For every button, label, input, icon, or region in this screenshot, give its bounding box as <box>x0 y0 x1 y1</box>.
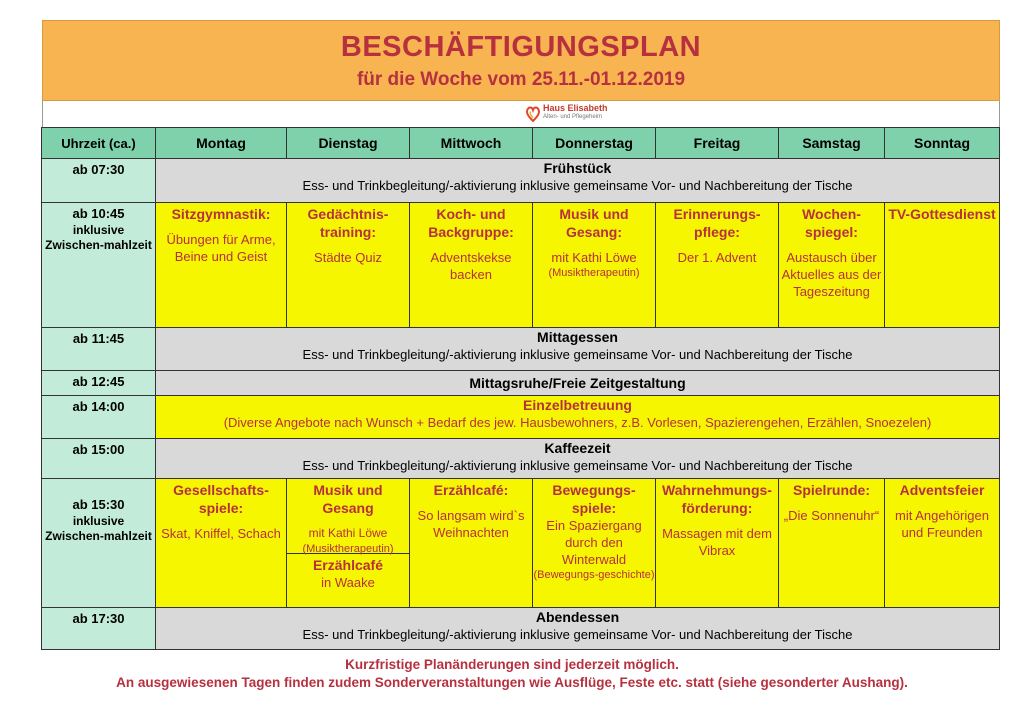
einzelbetreuung-desc: (Diverse Angebote nach Wunsch + Bedarf des jew. Hausbewohners, z.B. Vorlesen, Spazierengehen, Erzählen, Snoezelen) <box>223 415 932 430</box>
activity-cell: Erinnerungs-pflege: Der 1. Advent <box>656 203 779 328</box>
meal-cell-kaffeezeit <box>156 439 1000 479</box>
row-nachmittag-aktivitaeten <box>42 479 1000 608</box>
einzelbetreuung-title: Einzelbetreuung <box>523 397 632 413</box>
row-einzelbetreuung <box>42 396 1000 439</box>
logo-bar <box>42 101 1000 127</box>
footer-line-1: Kurzfristige Planänderungen sind jederzeit möglich. <box>345 657 679 672</box>
day-header-sonntag: Sonntag <box>885 128 1000 159</box>
plan-header <box>42 20 1000 101</box>
activity-cell: Bewegungs-spiele: Ein Spaziergang durch den Winterwald (Bewegungs-geschichte) <box>533 479 656 608</box>
row-abendessen <box>42 608 1000 650</box>
day-header-freitag: Freitag <box>656 128 779 159</box>
meal-desc: Ess- und Trinkbegleitung/-aktivierung inklusive gemeinsame Vor- und Nachbereitung der Tische <box>302 178 853 193</box>
logo-subtitle: Alten- und Pflegeheim <box>543 114 603 120</box>
page-title: BESCHÄFTIGUNGSPLAN <box>340 31 702 63</box>
row-fruehstueck <box>42 159 1000 203</box>
activity-cell: Wochen-spiegel: Austausch über Aktuelles aus der Tageszeitung <box>779 203 885 328</box>
time-cell: ab 17:30 <box>42 608 156 650</box>
day-header-dienstag: Dienstag <box>287 128 410 159</box>
time-cell: ab 10:45 inklusive Zwischen-mahlzeit <box>42 203 156 328</box>
meal-title: Kaffeezeit <box>544 440 611 456</box>
activity-cell: Musik und Gesang: mit Kathi Löwe (Musiktherapeutin) <box>533 203 656 328</box>
meal-cell-mittagessen <box>156 328 1000 371</box>
time-cell: ab 15:30 inklusive Zwischen-mahlzeit <box>42 479 156 608</box>
activity-cell: Erzählcafé: So langsam wird`s Weihnachten <box>410 479 533 608</box>
meal-desc: Ess- und Trinkbegleitung/-aktivierung inklusive gemeinsame Vor- und Nachbereitung der Tische <box>302 627 853 642</box>
activity-cell: Gesellschafts-spiele: Skat, Kniffel, Schach <box>156 479 287 608</box>
row-mittagsruhe <box>42 371 1000 396</box>
heart-logo-icon <box>526 104 540 122</box>
meal-cell-abendessen <box>156 608 1000 650</box>
day-header-donnerstag: Donnerstag <box>533 128 656 159</box>
meal-title: Frühstück <box>543 160 612 176</box>
time-cell: ab 11:45 <box>42 328 156 371</box>
einzelbetreuung-cell <box>156 396 1000 439</box>
time-column-header: Uhrzeit (ca.) <box>42 128 156 159</box>
row-kaffeezeit <box>42 439 1000 479</box>
meal-desc: Ess- und Trinkbegleitung/-aktivierung inklusive gemeinsame Vor- und Nachbereitung der Tische <box>302 347 853 362</box>
meal-title: Mittagsruhe/Freie Zeitgestaltung <box>469 375 686 391</box>
footer-line-2: An ausgewiesenen Tagen finden zudem Sonderveranstaltungen wie Ausflüge, Feste etc. statt (siehe gesonderter Aushang). <box>116 675 908 690</box>
day-header-mittwoch: Mittwoch <box>410 128 533 159</box>
header-row <box>42 128 1000 159</box>
schedule-table <box>41 127 1000 650</box>
activity-cell: Spielrunde: „Die Sonnenuhr“ <box>779 479 885 608</box>
footer-notes <box>0 656 1024 692</box>
meal-cell-fruehstueck <box>156 159 1000 203</box>
meal-title: Abendessen <box>535 609 620 625</box>
activity-cell-split: Musik und Gesang mit Kathi Löwe (Musiktherapeutin) Erzählcafé in Waake <box>287 479 410 608</box>
logo-name: Haus Elisabeth <box>543 103 608 113</box>
time-cell: ab 14:00 <box>42 396 156 439</box>
time-cell: ab 07:30 <box>42 159 156 203</box>
day-header-samstag: Samstag <box>779 128 885 159</box>
activity-cell: Koch- und Backgruppe: Adventskekse backen <box>410 203 533 328</box>
activity-cell: TV-Gottesdienst <box>885 203 1000 328</box>
meal-cell-mittagsruhe <box>156 371 1000 396</box>
row-vormittag-aktivitaeten <box>42 203 1000 328</box>
activity-cell: Sitzgymnastik: Übungen für Arme, Beine und Geist <box>156 203 287 328</box>
activity-cell: Gedächtnis-training: Städte Quiz <box>287 203 410 328</box>
day-header-montag: Montag <box>156 128 287 159</box>
meal-title: Mittagessen <box>537 329 618 345</box>
row-mittagessen <box>42 328 1000 371</box>
time-cell: ab 15:00 <box>42 439 156 479</box>
time-cell: ab 12:45 <box>42 371 156 396</box>
meal-desc: Ess- und Trinkbegleitung/-aktivierung inklusive gemeinsame Vor- und Nachbereitung der Tische <box>302 458 853 473</box>
activity-cell: Wahrnehmungs-förderung: Massagen mit dem Vibrax <box>656 479 779 608</box>
logo <box>526 104 608 122</box>
activity-cell: Adventsfeier mit Angehörigen und Freunden <box>885 479 1000 608</box>
week-subtitle: für die Woche vom 25.11.-01.12.2019 <box>356 69 686 90</box>
